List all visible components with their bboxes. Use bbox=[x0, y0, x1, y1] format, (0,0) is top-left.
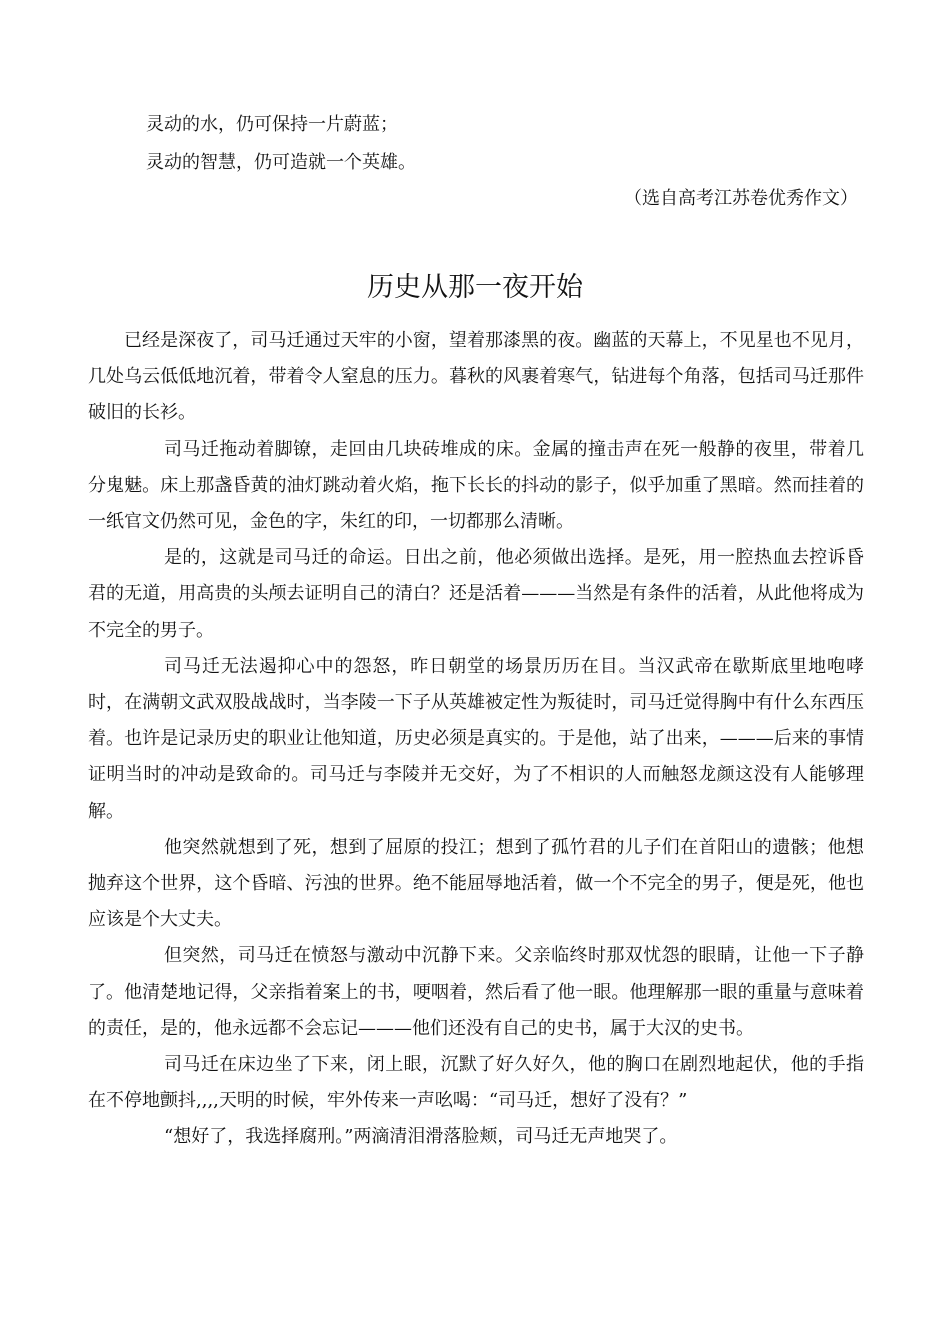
source-attribution: （选自高考江苏卷优秀作文） bbox=[624, 188, 858, 209]
paragraph-3: 是的，这就是司马迁的命运。日出之前，他必须做出选择。是死，用一腔热血去控诉昏君的无道，用高贵的头颅去证明自己的清白？还是活着———当然是有条件的活着，从此他将成为不完全的男子。 bbox=[88, 547, 864, 641]
paragraph-8: “想好了，我选择腐刑。”两滴清泪滑落脸颊，司马迁无声地哭了。 bbox=[164, 1126, 678, 1148]
paragraph-6: 但突然，司马迁在愤怒与激动中沉静下来。父亲临终时那双忧怨的眼睛，让他一下子静了。他清楚地记得，父亲指着案上的书，哽咽着，然后看了他一眼。他理解那一眼的重量与意味着的责任，是的，他永远都不会忘记———他们还没有自己的史书，属于大汉的史书。 bbox=[88, 945, 864, 1039]
paragraph-4: 司马迁无法遏抑心中的怨怒，昨日朝堂的场景历历在目。当汉武帝在歇斯底里地咆哮时，在满朝文武双股战战时，当李陵一下子从英雄被定性为叛徒时，司马迁觉得胸中有什么东西压着。也许是记录历史的职业让他知道，历史必须是真实的。于是他，站了出来，———后来的事情证明当时的冲动是致命的。司马迁与李陵并无交好，为了不相识的人而触怒龙颜这没有人能够理解。 bbox=[88, 655, 864, 822]
verse-line-2: 灵动的智慧，仍可造就一个英雄。 bbox=[146, 152, 416, 173]
paragraph-5: 他突然就想到了死，想到了屈原的投江；想到了孤竹君的儿子们在首阳山的遗骸；他想抛弃这个世界，这个昏暗、污浊的世界。绝不能屈辱地活着，做一个不完全的男子，便是死，他也应该是个大丈夫。 bbox=[88, 836, 864, 931]
paragraph-1: 已经是深夜了，司马迁通过天牢的小窗，望着那漆黑的夜。幽蓝的天幕上，不见星也不见月，几处乌云低低地沉着，带着令人窒息的压力。暮秋的风裹着寒气，钻进每个角落，包括司马迁那件破旧的长衫。 bbox=[88, 330, 864, 424]
essay-body bbox=[88, 323, 864, 1156]
paragraph-2: 司马迁拖动着脚镣，走回由几块砖堆成的床。金属的撞击声在死一般静的夜里，带着几分鬼魅。床上那盏昏黄的油灯跳动着火焰，拖下长长的抖动的影子，似乎加重了黑暗。然而挂着的一纸官文仍然可见，金色的字，朱红的印，一切都那么清晰。 bbox=[88, 438, 864, 533]
verse-line-1: 灵动的水，仍可保持一片蔚蓝； bbox=[146, 114, 398, 135]
paragraph-7: 司马迁在床边坐了下来，闭上眼，沉默了好久好久，他的胸口在剧烈地起伏，他的手指在不停地颤抖,,,,天明的时候，牢外传来一声吆喝：“司马迁，想好了没有？” bbox=[88, 1054, 864, 1112]
essay-title: 历史从那一夜开始 bbox=[367, 272, 583, 303]
